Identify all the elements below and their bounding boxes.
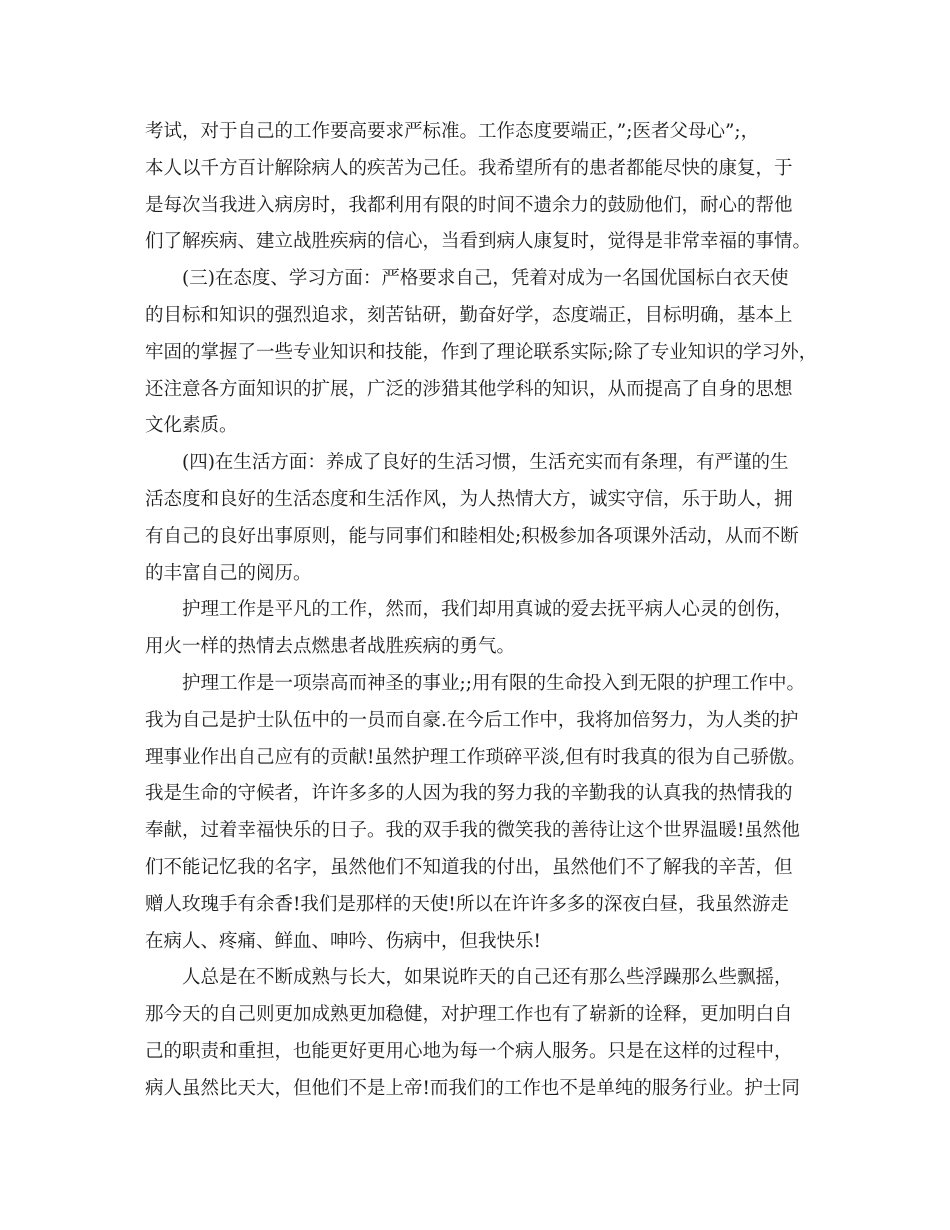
document-body	[145, 114, 825, 1108]
text-line: 我是生命的守候者，许许多多的人因为我的努力我的辛勤我的认真我的热情我的	[145, 783, 793, 805]
text-line: 我为自己是护士队伍中的一员而自豪.在今后工作中，我将加倍努力，为人类的护	[145, 709, 799, 731]
text-line: 的丰富自己的阅历。	[145, 562, 312, 584]
paragraph	[145, 445, 825, 592]
text-line: 们了解疾病、建立战胜疾病的信心，当看到病人康复时，觉得是非常幸福的事情。	[145, 231, 812, 253]
text-line: 考试，对于自己的工作要高要求严标准。工作态度要端正，”;医者父母心”;，	[145, 121, 760, 142]
text-line: 病人虽然比天大，但他们不是上帝!而我们的工作也不是单纯的服务行业。护士同	[145, 1077, 800, 1099]
text-line: 牢固的掌握了一些专业知识和技能，作到了理论联系实际;除了专业知识的学习外，	[145, 341, 818, 363]
text-line: 己的职责和重担，也能更好更用心地为每一个病人服务。只是在这样的过程中，	[145, 1040, 793, 1062]
text-line: (三)在态度、学习方面：严格要求自己，凭着对成为一名国优国标白衣天使	[182, 268, 789, 290]
text-line: 们不能记忆我的名字，虽然他们不知道我的付出，虽然他们不了解我的辛苦，但	[145, 856, 793, 878]
paragraph	[145, 592, 825, 666]
text-line: 的目标和知识的强烈追求，刻苦钻研，勤奋好学，态度端正，目标明确，基本上	[145, 304, 793, 326]
text-line: 护理工作是一项崇高而神圣的事业;;用有限的生命投入到无限的护理工作中。	[182, 672, 805, 694]
text-line: 护理工作是平凡的工作，然而，我们却用真诚的爱去抚平病人心灵的创伤，	[182, 599, 793, 621]
text-line: 奉献，过着幸福快乐的日子。我的双手我的微笑我的善待让这个世界温暖!虽然他	[145, 820, 800, 842]
text-line: 用火一样的热情去点燃患者战胜疾病的勇气。	[145, 636, 516, 658]
paragraph	[145, 261, 825, 445]
text-line: 在病人、疼痛、鲜血、呻吟、伤病中，但我快乐!	[145, 930, 541, 952]
paragraph	[145, 960, 825, 1107]
text-line: 人总是在不断成熟与长大，如果说昨天的自己还有那么些浮躁那么些飘摇，	[182, 967, 793, 989]
paragraph	[145, 114, 825, 261]
text-line: (四)在生活方面：养成了良好的生活习惯，生活充实而有条理，有严谨的生	[182, 452, 789, 474]
text-line: 有自己的良好出事原则，能与同事们和睦相处;积极参加各项课外活动，从而不断	[145, 525, 799, 547]
text-line: 活态度和良好的生活态度和生活作风，为人热情大方，诚实守信，乐于助人，拥	[145, 488, 793, 510]
text-line: 本人以千方百计解除病人的疾苦为己任。我希望所有的患者都能尽快的康复，于	[145, 157, 793, 179]
text-line: 赠人玫瑰手有余香!我们是那样的天使!所以在许许多多的深夜白昼，我虽然游走	[145, 893, 789, 915]
paragraph	[145, 666, 825, 960]
text-line: 理事业作出自己应有的贡献!虽然护理工作琐碎平淡,但有时我真的很为自己骄傲。	[145, 746, 806, 768]
text-line: 还注意各方面知识的扩展，广泛的涉猎其他学科的知识，从而提高了自身的思想	[145, 378, 793, 400]
text-line: 文化素质。	[145, 415, 238, 437]
text-line: 那今天的自己则更加成熟更加稳健，对护理工作也有了崭新的诠释，更加明白自	[145, 1004, 793, 1026]
text-line: 是每次当我进入病房时，我都利用有限的时间不遗余力的鼓励他们，耐心的帮他	[145, 194, 793, 216]
